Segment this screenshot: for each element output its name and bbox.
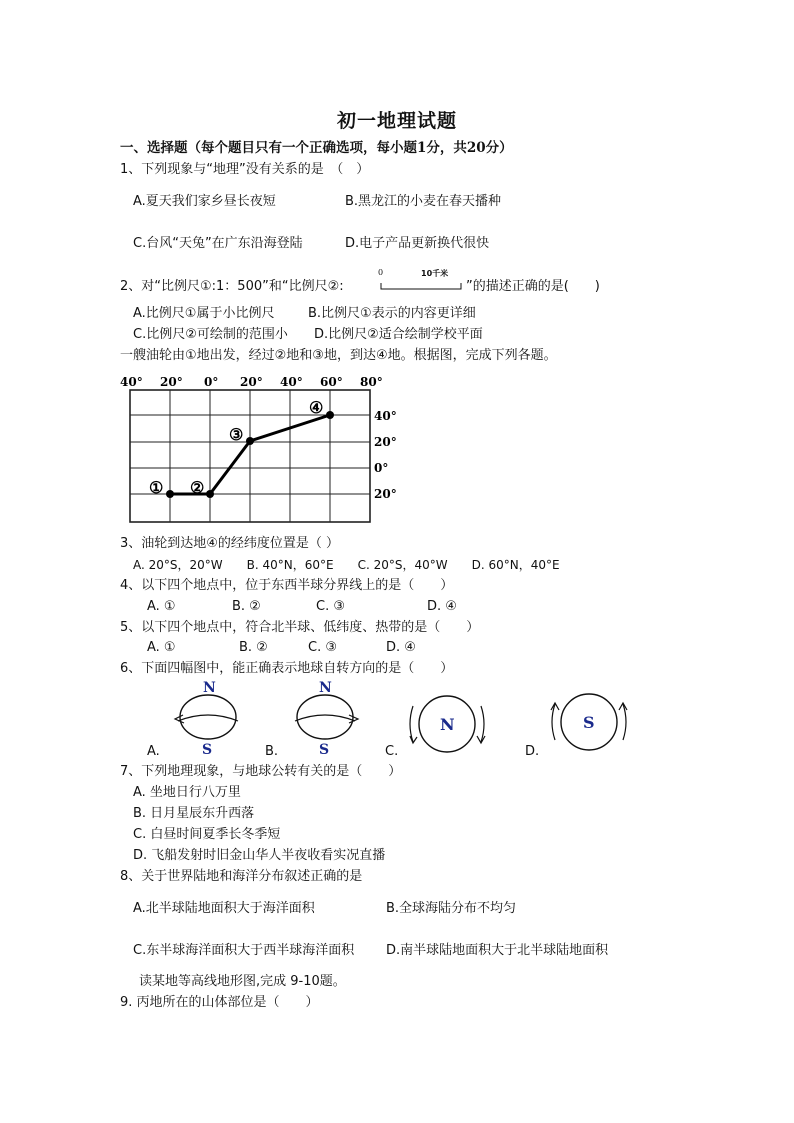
route-point-1 — [166, 490, 174, 498]
q5-option-c: C. ③ — [308, 640, 337, 655]
q4-stem: 4、以下四个地点中，位于东西半球分界线上的是（ ） — [120, 578, 454, 593]
point-label-2: ② — [190, 478, 205, 497]
q8-option-a: A.北半球陆地面积大于海洋面积 — [133, 901, 315, 916]
q2-option-d: D.比例尺②适合绘制学校平面 — [314, 327, 483, 342]
route-point-3 — [246, 437, 254, 445]
q4-option-c: C. ③ — [316, 599, 345, 614]
lat-label-0: 0° — [374, 461, 389, 475]
lon-label-80e: 80° — [360, 375, 383, 389]
q5-option-b: B. ② — [239, 640, 268, 655]
section-heading: 一、选择题（每个题目只有一个正确选项，每小题1分，共20分） — [120, 140, 513, 156]
q9-stem: 9. 丙地所在的山体部位是（ ） — [120, 995, 319, 1010]
q5-stem: 5、以下四个地点中，符合北半球、低纬度、热带的是（ ） — [120, 620, 480, 635]
globe-c-north: N — [440, 715, 455, 734]
route-point-2 — [206, 490, 214, 498]
lon-label-60e: 60° — [320, 375, 343, 389]
q5-option-a: A. ① — [147, 640, 176, 655]
q7-option-c: C. 白昼时间夏季长冬季短 — [133, 827, 281, 842]
q4-option-a: A. ① — [147, 599, 176, 614]
q7-stem: 7、下列地理现象，与地球公转有关的是（ ） — [120, 764, 402, 779]
globe-option-c — [405, 690, 495, 762]
point-label-1: ① — [149, 478, 164, 497]
globe-a-south: S — [202, 742, 213, 758]
q1-option-b: B.黑龙江的小麦在春天播种 — [345, 194, 502, 209]
q1-option-d: D.电子产品更新换代很快 — [345, 236, 490, 251]
line-scale-zero: 0 — [378, 268, 384, 277]
q8-stem: 8、关于世界陆地和海洋分布叙述正确的是 — [120, 869, 363, 884]
q8-option-b: B.全球海陆分布不均匀 — [386, 901, 517, 916]
globe-label-d: D. — [525, 744, 540, 759]
intro-questions-9-10: 读某地等高线地形图,完成 9-10题。 — [139, 974, 346, 989]
lat-label-20n: 20° — [374, 435, 397, 449]
line-scale-label: 10千米 — [421, 269, 449, 278]
globe-label-c: C. — [385, 744, 399, 759]
route-point-4 — [326, 411, 334, 419]
q7-option-b: B. 日月星辰东升西落 — [133, 806, 255, 821]
q7-option-d: D. 飞船发射时旧金山华人半夜收看实况直播 — [133, 848, 386, 863]
q4-option-d: D. ④ — [427, 599, 457, 614]
globe-label-a: A. — [147, 744, 160, 759]
lon-label-20e: 20° — [240, 375, 263, 389]
q1-option-a: A.夏天我们家乡昼长夜短 — [133, 194, 276, 209]
globe-option-b — [283, 679, 373, 759]
globe-label-b: B. — [265, 744, 279, 759]
q2-stem-pre: 2、对“比例尺①:1：500”和“比例尺②: — [120, 279, 344, 294]
q8-option-d: D.南半球陆地面积大于北半球陆地面积 — [386, 943, 609, 958]
q4-option-b: B. ② — [232, 599, 261, 614]
q2-option-c: C.比例尺②可绘制的范围小 — [133, 327, 288, 342]
globe-d-south: S — [583, 713, 595, 732]
line-scale — [378, 268, 468, 294]
lon-labels — [120, 375, 383, 389]
globe-option-a — [165, 679, 255, 759]
lat-label-40n: 40° — [374, 409, 397, 423]
q6-stem: 6、下面四幅图中，能正确表示地球自转方向的是（ ） — [120, 661, 454, 676]
intro-questions-3-5: 一艘油轮由①地出发，经过②地和③地，到达④地。根据图，完成下列各题。 — [120, 348, 557, 363]
lon-label-20w: 20° — [160, 375, 183, 389]
lon-label-40e: 40° — [280, 375, 303, 389]
route-grid-map — [115, 370, 415, 532]
lat-label-20s: 20° — [374, 487, 397, 501]
globe-b-south: S — [319, 742, 330, 758]
q7-option-a: A. 坐地日行八万里 — [133, 785, 241, 800]
q3-options: A. 20°S，20°W B. 40°N，60°E C. 20°S，40°W D. 60°N，40°E — [133, 558, 560, 572]
q2-option-a: A.比例尺①属于小比例尺 — [133, 306, 275, 321]
lon-label-0: 0° — [204, 375, 219, 389]
lat-labels — [374, 409, 397, 501]
page-title: 初一地理试题 — [336, 110, 457, 132]
q2-option-b: B.比例尺①表示的内容更详细 — [308, 306, 476, 321]
q1-option-c: C.台风“天兔”在广东沿海登陆 — [133, 236, 303, 251]
q5-option-d: D. ④ — [386, 640, 416, 655]
point-label-4: ④ — [309, 398, 324, 417]
point-label-3: ③ — [229, 425, 244, 444]
q1-stem: 1、下列现象与“地理”没有关系的是 （ ） — [120, 162, 370, 177]
q8-option-c: C.东半球海洋面积大于西半球海洋面积 — [133, 943, 355, 958]
q2-stem-post: ”的描述正确的是( ) — [466, 279, 600, 294]
q3-stem: 3、油轮到达地④的经纬度位置是（ ） — [120, 536, 340, 551]
lon-label-40w: 40° — [120, 375, 143, 389]
globe-option-d — [547, 688, 637, 760]
grid-lines — [130, 390, 370, 522]
globe-a-north: N — [203, 680, 216, 696]
globe-b-north: N — [319, 680, 332, 696]
